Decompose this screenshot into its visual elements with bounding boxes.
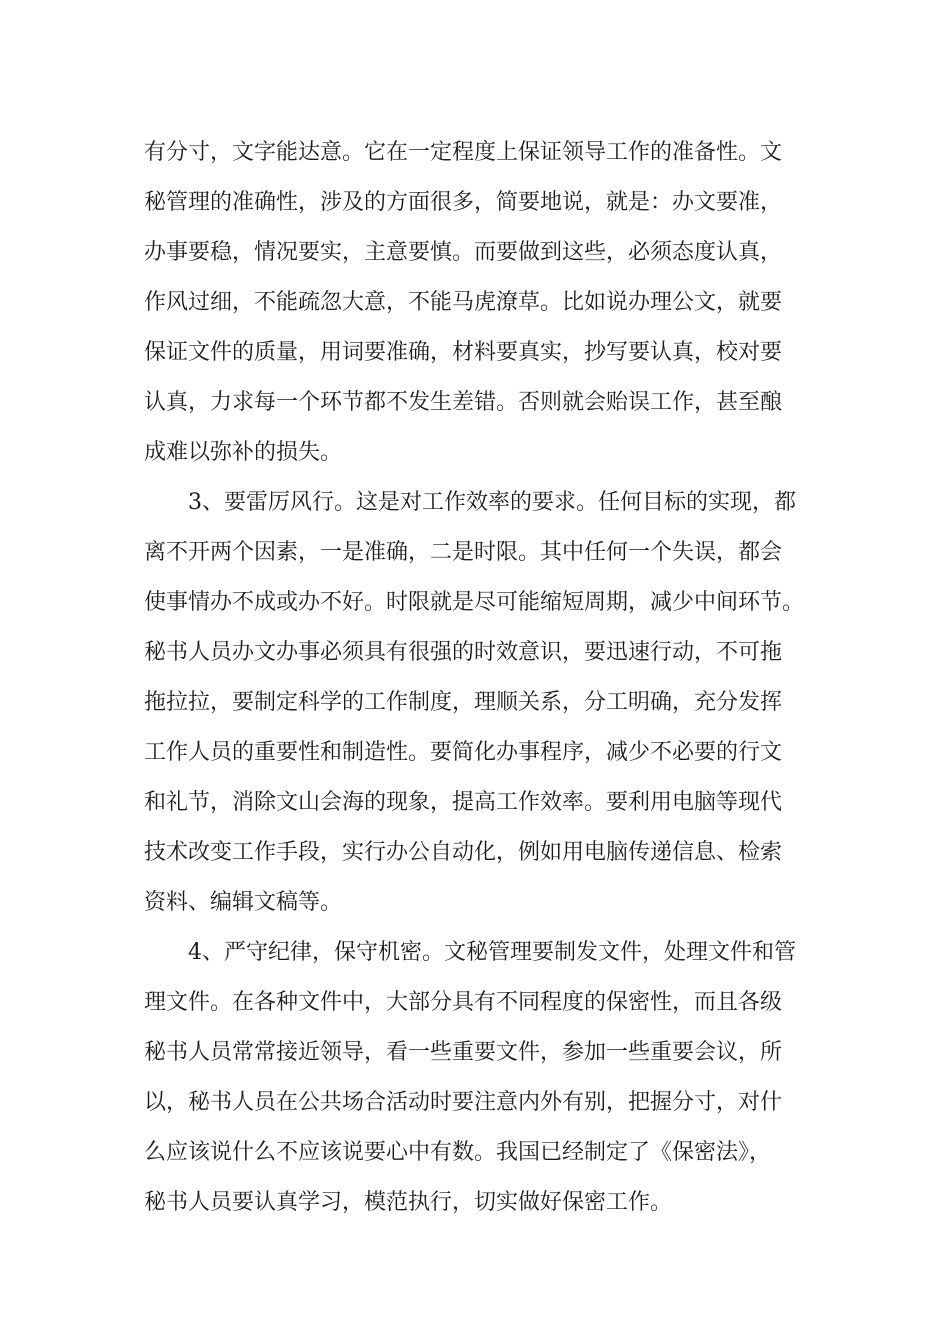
text-line: 么应该说什么不应该说要心中有数。我国已经制定了《保密法》， — [144, 1140, 772, 1165]
text-line: 秘书人员常常接近领导，看一些重要文件，参加一些重要会议，所 — [144, 1040, 783, 1065]
text-line: 成难以弥补的损失。 — [144, 440, 343, 465]
text-line: 以，秘书人员在公共场合活动时要注意内外有别，把握分寸，对什 — [144, 1090, 783, 1115]
text-line: 资料、编辑文稿等。 — [144, 890, 343, 915]
document-body — [144, 128, 834, 1228]
text-line: 技术改变工作手段，实行办公自动化，例如用电脑传递信息、检索 — [144, 840, 783, 865]
text-line: 秘书人员办文办事必须具有很强的时效意识，要迅速行动，不可拖 — [144, 640, 783, 665]
paragraph-3 — [144, 928, 834, 1228]
text-line: 办事要稳，情况要实，主意要慎。而要做到这些，必须态度认真， — [144, 240, 783, 265]
text-line: 使事情办不成或办不好。时限就是尽可能缩短周期，减少中间环节。 — [144, 590, 805, 615]
text-line: 4、严守纪律，保守机密。文秘管理要制发文件，处理文件和管 — [188, 940, 796, 965]
text-line: 理文件。在各种文件中，大部分具有不同程度的保密性，而且各级 — [144, 990, 783, 1015]
text-line: 离不开两个因素，一是准确，二是时限。其中任何一个失误，都会 — [144, 540, 783, 565]
paragraph-1 — [144, 128, 834, 478]
text-line: 认真，力求每一个环节都不发生差错。否则就会贻误工作，甚至酿 — [144, 390, 783, 415]
text-line: 秘管理的准确性，涉及的方面很多，简要地说，就是：办文要准， — [144, 190, 783, 215]
text-line: 拖拉拉，要制定科学的工作制度，理顺关系，分工明确，充分发挥 — [144, 690, 783, 715]
text-line: 秘书人员要认真学习，模范执行，切实做好保密工作。 — [144, 1190, 673, 1215]
text-line: 工作人员的重要性和制造性。要简化办事程序，减少不必要的行文 — [144, 740, 783, 765]
text-line: 保证文件的质量，用词要准确，材料要真实，抄写要认真，校对要 — [144, 340, 783, 365]
text-line: 和礼节，消除文山会海的现象，提高工作效率。要利用电脑等现代 — [144, 790, 783, 815]
text-line: 3、要雷厉风行。这是对工作效率的要求。任何目标的实现，都 — [188, 490, 796, 515]
text-line: 有分寸，文字能达意。它在一定程度上保证领导工作的准备性。文 — [144, 140, 783, 165]
text-line: 作风过细，不能疏忽大意，不能马虎潦草。比如说办理公文，就要 — [144, 290, 783, 315]
paragraph-2 — [144, 478, 834, 928]
